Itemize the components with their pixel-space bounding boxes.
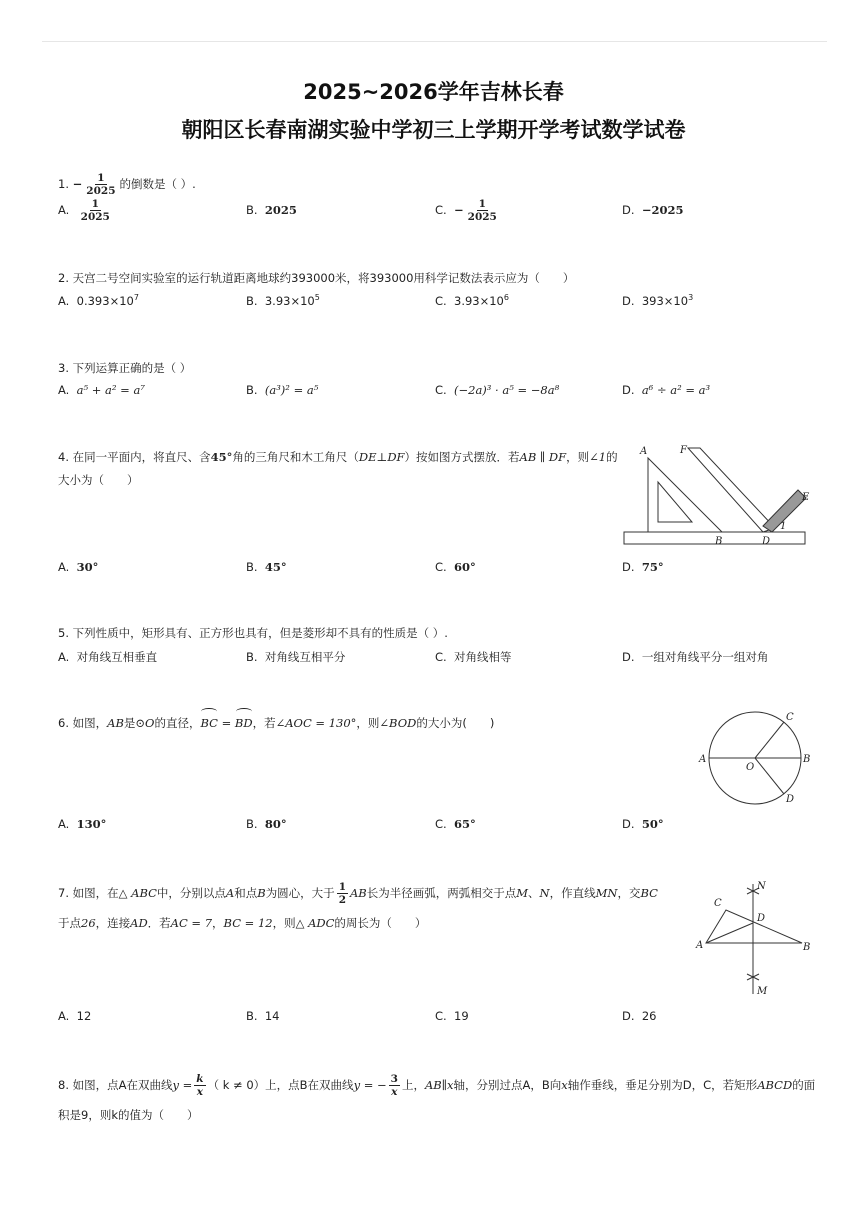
label-N: N [757, 881, 766, 892]
q2-option-a[interactable]: A. $0.393\times 10^7$ [58, 293, 139, 308]
q6-option-b[interactable]: B. 80° [246, 817, 287, 831]
label-B: B [803, 942, 811, 953]
q5-option-a[interactable]: A. 对角线互相垂直 [58, 650, 158, 664]
q4-option-c[interactable]: C. 60° [435, 560, 476, 574]
q5-option-b[interactable]: B. 对角线互相平分 [246, 650, 346, 664]
q7-option-b[interactable]: B. 14 [246, 1009, 280, 1023]
radius-od [755, 758, 784, 794]
q7-option-a[interactable]: A. 12 [58, 1009, 92, 1023]
question-8-stem: 8. 如图，点A在双曲线y = $\frac{k}{x}$ （ k ≠ 0）上，点B在双曲线y = − $\frac{3}{x}$ 上，AB∥x轴，分别过点A，B向x轴作垂线，垂足分别为D，C，若矩形ABCD的面 积是9，则k的值为（ ） [58, 1073, 816, 1122]
q4-option-d[interactable]: D. 75° [622, 560, 664, 574]
q7-figure [692, 876, 817, 998]
triangle-abc [706, 910, 802, 943]
label-C: C [786, 712, 794, 723]
q5-option-c[interactable]: C. 对角线相等 [435, 650, 512, 664]
radius-oc [755, 722, 784, 758]
page-title-line2: 朝阳区长春南湖实验中学初三上学期开学考试数学试卷 [181, 118, 686, 142]
q3-option-c[interactable]: C. (−2a)³ · a⁵ = −8a⁸ [435, 383, 560, 397]
q1-option-d[interactable]: D. −2025 [622, 203, 684, 217]
label-O: O [746, 762, 755, 773]
q6-option-d[interactable]: D. 50° [622, 817, 664, 831]
q4-option-b[interactable]: B. 45° [246, 560, 287, 574]
carpenter-square-arm [688, 448, 775, 532]
label-B: B [803, 754, 811, 765]
label-F: F [680, 445, 687, 456]
question-2-stem: 2. 天宫二号空间实验室的运行轨道距离地球约393000米，将393000用科学记数法表示应为（ ） [58, 271, 575, 285]
q1-option-a[interactable]: A. $\frac{1}{2025}$ [58, 198, 110, 223]
label-D: D [786, 794, 795, 805]
q3-option-a[interactable]: A. a⁵ + a² = a⁷ [58, 383, 145, 397]
label-A: A [696, 940, 704, 951]
q1-option-b[interactable]: B. 2025 [246, 203, 297, 217]
question-1-stem: 1. − $\frac{1}{2025}$ 的倒数是（ ）. [58, 172, 196, 197]
q3-option-b[interactable]: B. (a³)² = a⁵ [246, 383, 319, 397]
q6-figure [698, 708, 818, 808]
question-4-stem: 4. 在同一平面内，将直尺、含45°角的三角尺和木工角尺（DE⊥DF）按如图方式摆放．若AB ∥ DF，则∠1的大小为（ ） [58, 450, 618, 487]
question-5-stem: 5. 下列性质中，矩形具有、正方形也具有，但是菱形却不具有的性质是（ ）. [58, 626, 448, 640]
label-M: M [757, 986, 768, 997]
q1-fraction: $\frac{1}{2025}$ [86, 172, 116, 197]
q2-option-d[interactable]: D. $393\times 10^3$ [622, 293, 694, 308]
q2-option-b[interactable]: B. $3.93\times 10^5$ [246, 293, 320, 308]
q7-option-d[interactable]: D. 26 [622, 1009, 657, 1023]
q6-option-c[interactable]: C. 65° [435, 817, 476, 831]
top-divider [42, 41, 827, 42]
label-B: B [715, 536, 723, 547]
set-square-inner [658, 482, 692, 522]
label-D: D [757, 913, 766, 924]
q5-option-d[interactable]: D. 一组对角线平分一组对角 [622, 650, 769, 664]
label-A: A [640, 446, 648, 457]
q4-option-a[interactable]: A. 30° [58, 560, 99, 574]
label-A: A [699, 754, 707, 765]
segment-ad [706, 923, 753, 943]
label-E: E [802, 492, 810, 503]
q3-option-d[interactable]: D. a⁶ ÷ a² = a³ [622, 383, 711, 397]
set-square [648, 458, 722, 532]
q6-option-a[interactable]: A. 130° [58, 817, 107, 831]
q7-option-c[interactable]: C. 19 [435, 1009, 469, 1023]
q4-figure [620, 440, 810, 550]
question-7-stem: 7. 如图，在△ ABC中，分别以点A和点B为圆心，大于 $\frac{1}{2}$ AB长为半径画弧，两弧相交于点M、N，作直线MN，交BC 于点26，连接AD．若AC = 7，BC = 12，则△ ADC的周长为（ ） [58, 881, 658, 930]
question-3-stem: 3. 下列运算正确的是（ ） [58, 361, 192, 375]
q1-option-c[interactable]: C. − $\frac{1}{2025}$ [435, 198, 497, 223]
page-title-line1: 2025~2026学年吉林长春 [303, 80, 564, 104]
q2-option-c[interactable]: C. $3.93\times 10^6$ [435, 293, 509, 308]
label-D: D [762, 536, 771, 547]
label-angle-1: 1 [780, 521, 787, 532]
label-C: C [714, 898, 722, 909]
question-6-stem: 6. 如图，AB是⊙O的直径，BC = BD，若∠AOC = 130°，则∠BOD的大小为( ) [58, 712, 494, 735]
